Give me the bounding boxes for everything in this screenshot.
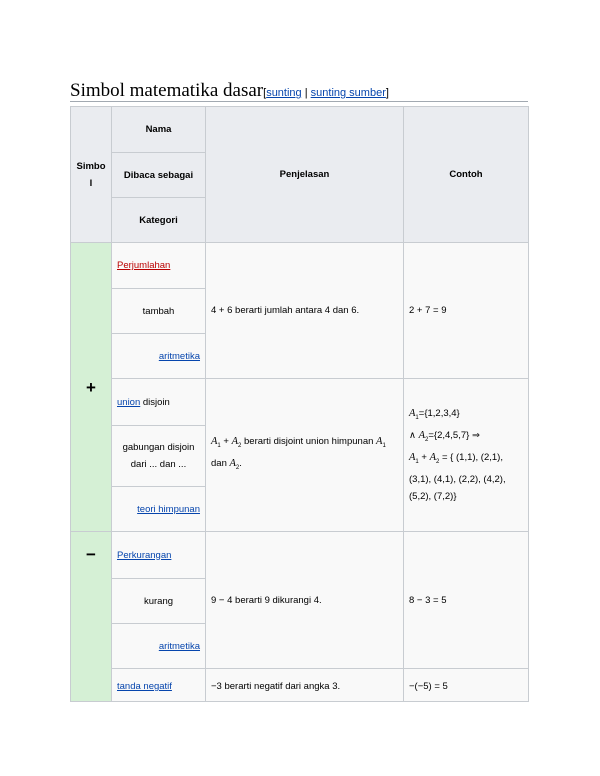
read-cell <box>111 578 206 624</box>
page-title <box>70 80 389 102</box>
header-simbol <box>70 106 112 243</box>
read-cell <box>111 425 206 487</box>
header-kategori-text: Kategori <box>139 214 178 226</box>
var: A <box>409 451 416 463</box>
read-text: gabungan disjoin dari ... dan ... <box>122 442 195 470</box>
perjumlahan-link[interactable]: Perjumlahan <box>117 260 171 271</box>
explanation-text <box>211 433 398 477</box>
var: A <box>418 430 426 442</box>
sub-4: 2 <box>235 464 240 471</box>
plus-text: + <box>418 451 430 463</box>
symbol-plus: + <box>86 377 96 397</box>
example-text: 8 − 3 = 5 <box>409 594 447 606</box>
section-heading: Simbol matematika dasar <box>70 80 264 101</box>
explanation-cell <box>205 668 404 702</box>
explanation-text: 9 − 4 berarti 9 dikurangi 4. <box>211 594 322 606</box>
end-text: . <box>239 458 242 469</box>
header-dibaca <box>111 152 206 198</box>
name-cell <box>111 242 206 289</box>
header-penjelasan <box>205 106 404 243</box>
heading-divider <box>70 101 528 102</box>
sub-3: 1 <box>382 443 386 449</box>
header-simbol-text: Simbol <box>76 160 106 189</box>
name-rest: disjoin <box>140 396 170 408</box>
tanda-negatif-link[interactable]: tanda negatif <box>117 681 172 692</box>
aritmetika-link[interactable]: aritmetika <box>158 350 200 362</box>
line2-rest: ={2,4,5,7} ⇒ <box>428 430 480 442</box>
example-cell <box>403 668 529 702</box>
header-penjelasan-text: Penjelasan <box>279 169 330 180</box>
explanation-text: −3 berarti negatif dari angka 3. <box>211 681 341 692</box>
sub: 2 <box>436 458 440 465</box>
read-text: kurang <box>143 595 174 607</box>
header-nama-text: Nama <box>145 124 172 135</box>
read-cell <box>111 288 206 334</box>
var: A <box>429 451 437 463</box>
line1-rest: ={1,2,3,4} <box>418 408 460 420</box>
name-cell <box>111 378 206 426</box>
example-cell <box>403 531 529 669</box>
example-cell <box>403 378 529 532</box>
var: A <box>409 408 416 420</box>
line2-pre: ∧ <box>409 430 419 442</box>
category-cell <box>111 486 206 532</box>
bracket-open: [ <box>263 87 267 99</box>
category-cell <box>111 333 206 379</box>
middle-text: berarti disjoint union himpunan <box>241 436 377 448</box>
symbol-minus: − <box>86 545 96 564</box>
explanation-cell <box>205 531 404 669</box>
explanation-cell <box>205 378 404 532</box>
var-c: A <box>376 436 383 448</box>
header-contoh-text: Contoh <box>449 169 483 180</box>
var-a: A <box>211 436 218 448</box>
name-text <box>117 394 170 411</box>
header-dibaca-text: Dibaca sebagai <box>123 169 194 181</box>
sub: 1 <box>415 458 419 465</box>
header-kategori <box>111 197 206 243</box>
example-cell <box>403 242 529 379</box>
example-text: −(−5) = 5 <box>409 681 448 692</box>
line3-rest: = { (1,1), (2,1), (3,1), (4,1), (2,2), (4,2), (5,2), (7,2)} <box>409 451 506 502</box>
aritmetika-link[interactable]: aritmetika <box>158 640 200 652</box>
example-text: 2 + 7 = 9 <box>409 305 447 316</box>
header-nama <box>111 106 206 153</box>
name-cell <box>111 668 206 702</box>
var-d: A <box>229 458 236 469</box>
edit-link[interactable]: sunting <box>266 87 302 99</box>
bracket-close: ] <box>385 87 389 99</box>
perkurangan-link[interactable]: Perkurangan <box>117 549 172 561</box>
var-b: A <box>231 436 239 448</box>
symbol-minus-cell <box>70 531 112 702</box>
header-contoh <box>403 106 529 243</box>
sub: 2 <box>425 436 429 443</box>
explanation-text: 4 + 6 berarti jumlah antara 4 dan 6. <box>211 305 360 316</box>
sub: 1 <box>415 415 419 422</box>
category-cell <box>111 623 206 669</box>
union-link[interactable]: union <box>117 396 141 408</box>
edit-separator: | <box>301 87 311 99</box>
edit-source-link[interactable]: sunting sumber <box>310 87 386 99</box>
symbol-plus-cell <box>70 242 112 532</box>
edit-section <box>263 87 389 99</box>
teori-himpunan-link[interactable]: teori himpunan <box>137 503 200 515</box>
sub-2: 2 <box>238 443 242 449</box>
plus-text: + <box>220 436 232 448</box>
dan-text: dan <box>211 458 230 469</box>
read-text: tambah <box>142 305 175 317</box>
explanation-cell <box>205 242 404 379</box>
name-cell <box>111 531 206 579</box>
sub-1: 1 <box>217 443 221 449</box>
example-text <box>409 405 523 505</box>
